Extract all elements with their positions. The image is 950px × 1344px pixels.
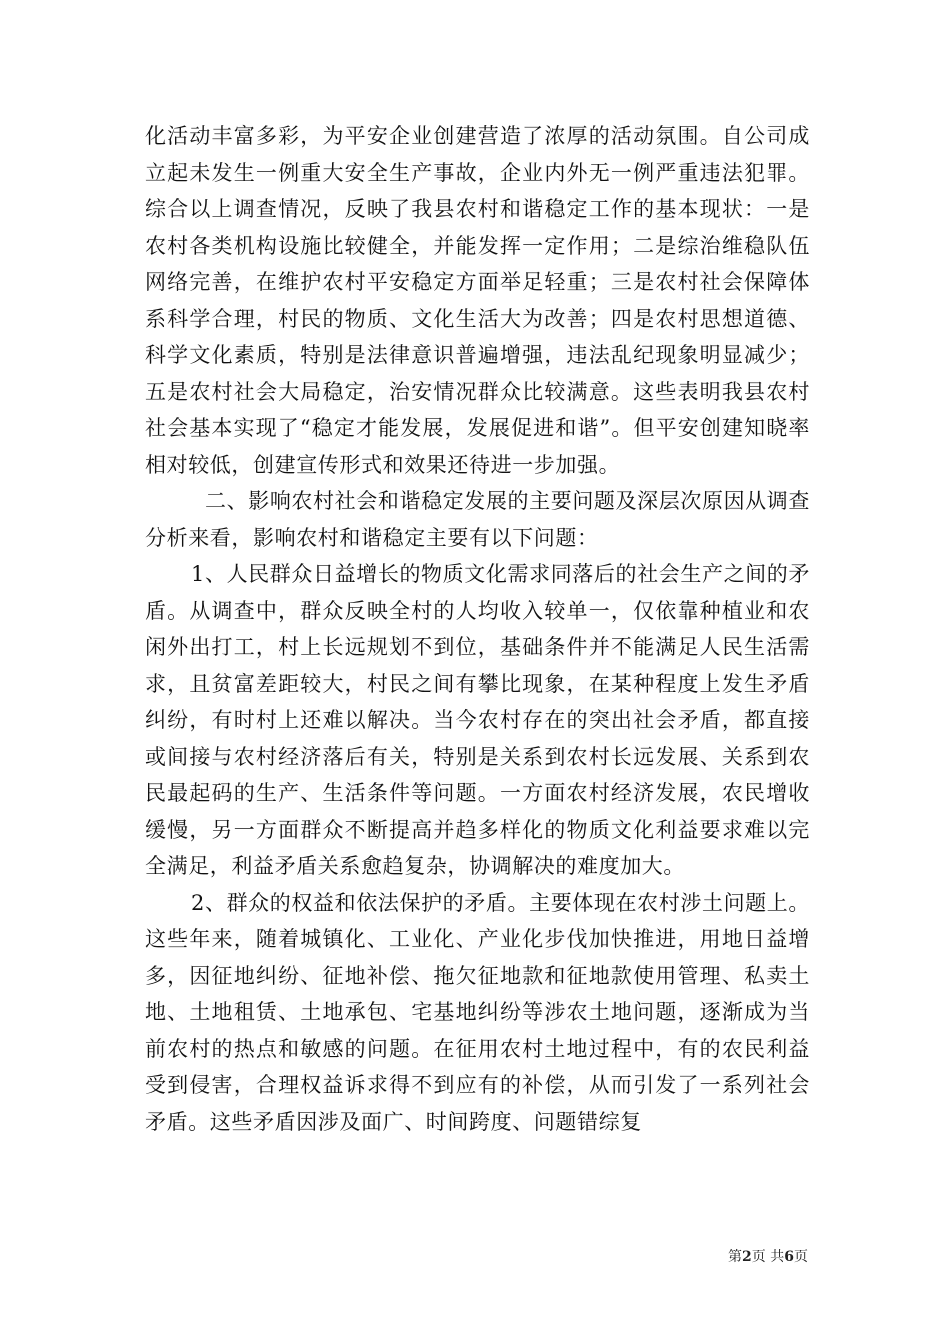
paragraph-3: 1、人民群众日益增长的物质文化需求同落后的社会生产之间的矛盾。从调查中，群众反映全村的人均收入较单一，仅依靠种植业和农闲外出打工，村上长远规划不到位，基础条件并不能满足人民生活需求，且贫富差距较大，村民之间有攀比现象，在某种程度上发生矛盾纠纷，有时村上还难以解决。当今农村存在的突出社会矛盾，都直接或间接与农村经济落后有关，特别是关系到农村长远发展、关系到农民最起码的生产、生活条件等问题。一方面农村经济发展，农民增收缓慢，另一方面群众不断提高并趋多样化的物质文化利益要求难以完全满足，利益矛盾关系愈趋复杂，协调解决的难度加大。 bbox=[145, 562, 810, 878]
page-number-footer bbox=[728, 1246, 808, 1266]
footer-total-pages: 6 bbox=[784, 1249, 794, 1265]
paragraph-2-heading: 二、影响农村社会和谐稳定发展的主要问题及深层次原因从调查分析来看，影响农村和谐稳定主要有以下问题： bbox=[145, 489, 810, 550]
paragraph-4: 2、群众的权益和依法保护的矛盾。主要体现在农村涉土问题上。这些年来，随着城镇化、工业化、产业化步伐加快推进，用地日益增多，因征地纠纷、征地补偿、拖欠征地款和征地款使用管理、私卖土地、土地租赁、土地承包、宅基地纠纷等涉农土地问题，逐渐成为当前农村的热点和敏感的问题。在征用农村土地过程中，有的农民利益受到侵害，合理权益诉求得不到应有的补偿，从而引发了一系列社会矛盾。这些矛盾因涉及面广、时间跨度、问题错综复 bbox=[145, 890, 810, 1134]
paragraph-1: 化活动丰富多彩，为平安企业创建营造了浓厚的活动氛围。自公司成立起未发生一例重大安全生产事故，企业内外无一例严重违法犯罪。综合以上调查情况，反映了我县农村和谐稳定工作的基本现状：一是农村各类机构设施比较健全，并能发挥一定作用；二是综治维稳队伍网络完善，在维护农村平安稳定方面举足轻重；三是农村社会保障体系科学合理，村民的物质、文化生活大为改善；四是农村思想道德、科学文化素质，特别是法律意识普遍增强，违法乱纪现象明显减少；五是农村社会大局稳定，治安情况群众比较满意。这些表明我县农村社会基本实现了“稳定才能发展，发展促进和谐”。但平安创建知晓率相对较低，创建宣传形式和效果还待进一步加强。 bbox=[145, 124, 810, 477]
footer-current-page: 2 bbox=[742, 1249, 752, 1265]
document-body bbox=[145, 118, 810, 1140]
footer-middle: 页 共 bbox=[751, 1249, 785, 1265]
footer-prefix: 第 bbox=[728, 1249, 743, 1265]
footer-suffix: 页 bbox=[794, 1249, 808, 1265]
